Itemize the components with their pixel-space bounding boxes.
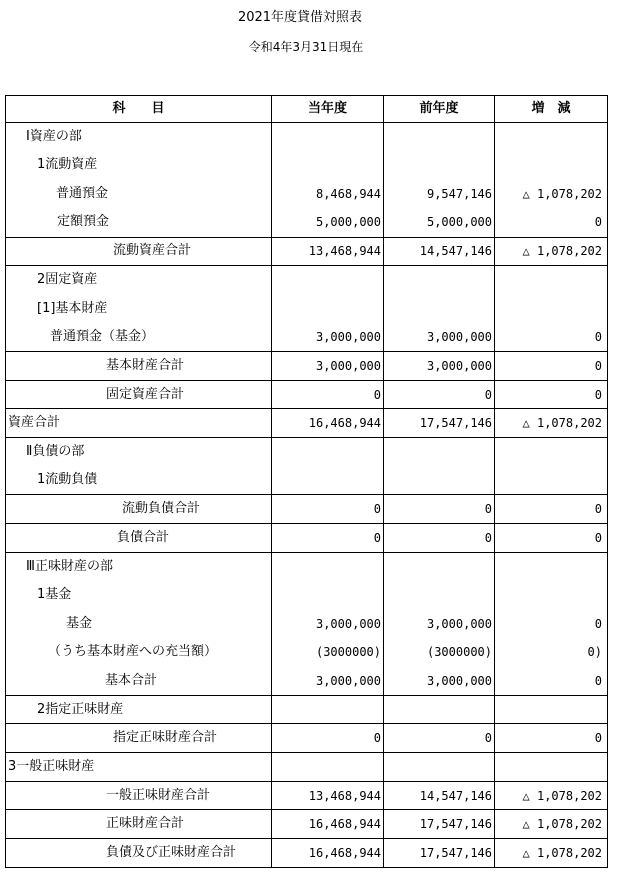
table-row	[6, 609, 608, 638]
change-amount: 0	[495, 380, 608, 409]
previous-year-amount: 0	[384, 724, 495, 753]
previous-year-amount: 0	[384, 495, 495, 524]
previous-year-amount	[384, 581, 495, 610]
current-year-amount: 16,468,944	[272, 839, 384, 868]
previous-year-amount	[384, 151, 495, 180]
current-year-amount	[272, 466, 384, 495]
document-title: 2021年度貸借対照表	[237, 10, 363, 25]
change-amount: △ 1,078,202	[495, 237, 608, 266]
current-year-amount: 13,468,944	[272, 237, 384, 266]
table-row	[6, 810, 608, 839]
current-year-amount: (3000000)	[272, 638, 384, 667]
table-row	[6, 839, 608, 868]
table-row	[6, 638, 608, 667]
change-amount: △ 1,078,202	[495, 781, 608, 810]
item-label: Ⅱ負債の部	[6, 438, 272, 467]
current-year-amount: 3,000,000	[272, 667, 384, 696]
current-year-amount: 0	[272, 495, 384, 524]
table-row	[6, 438, 608, 467]
header-item: 科 目	[6, 96, 272, 123]
current-year-amount	[272, 266, 384, 295]
table-row	[6, 724, 608, 753]
document-date: 令和4年3月31日現在	[248, 40, 364, 54]
table-row	[6, 466, 608, 495]
item-label: 定額預金	[6, 208, 272, 237]
change-amount	[495, 552, 608, 581]
item-label: Ⅲ正味財産の部	[6, 552, 272, 581]
header-previous-year: 前年度	[384, 96, 495, 123]
item-label: 一般正味財産合計	[6, 781, 272, 810]
previous-year-amount	[384, 123, 495, 152]
header-current-year: 当年度	[272, 96, 384, 123]
item-label: 負債合計	[6, 523, 272, 552]
change-amount: 0	[495, 208, 608, 237]
change-amount: 0	[495, 323, 608, 352]
change-amount	[495, 294, 608, 323]
item-label: 負債及び正味財産合計	[6, 839, 272, 868]
change-amount: 0	[495, 352, 608, 381]
change-amount: △ 1,078,202	[495, 810, 608, 839]
header-change: 増 減	[495, 96, 608, 123]
balance-sheet-table	[5, 95, 608, 868]
current-year-amount: 3,000,000	[272, 323, 384, 352]
table-row	[6, 180, 608, 209]
current-year-amount: 8,468,944	[272, 180, 384, 209]
previous-year-amount: 3,000,000	[384, 323, 495, 352]
previous-year-amount: 17,547,146	[384, 839, 495, 868]
current-year-amount: 13,468,944	[272, 781, 384, 810]
previous-year-amount	[384, 438, 495, 467]
previous-year-amount: 3,000,000	[384, 609, 495, 638]
current-year-amount	[272, 123, 384, 152]
current-year-amount: 0	[272, 724, 384, 753]
item-label: （うち基本財産への充当額）	[6, 638, 272, 667]
change-amount: △ 1,078,202	[495, 409, 608, 438]
item-label: 3一般正味財産	[6, 753, 272, 782]
current-year-amount: 0	[272, 523, 384, 552]
change-amount	[495, 466, 608, 495]
current-year-amount	[272, 438, 384, 467]
current-year-amount: 0	[272, 380, 384, 409]
current-year-amount	[272, 753, 384, 782]
item-label: 流動負債合計	[6, 495, 272, 524]
table-row	[6, 495, 608, 524]
change-amount	[495, 151, 608, 180]
previous-year-amount: 3,000,000	[384, 667, 495, 696]
previous-year-amount	[384, 695, 495, 724]
table-row	[6, 294, 608, 323]
table-row	[6, 380, 608, 409]
header-row	[6, 96, 608, 123]
current-year-amount: 3,000,000	[272, 352, 384, 381]
previous-year-amount: 3,000,000	[384, 352, 495, 381]
change-amount: △ 1,078,202	[495, 839, 608, 868]
previous-year-amount: (3000000)	[384, 638, 495, 667]
item-label: 指定正味財産合計	[6, 724, 272, 753]
change-amount	[495, 753, 608, 782]
table-row	[6, 151, 608, 180]
table-row	[6, 323, 608, 352]
item-label: 1流動負債	[6, 466, 272, 495]
table-row	[6, 409, 608, 438]
previous-year-amount: 14,547,146	[384, 237, 495, 266]
current-year-amount: 5,000,000	[272, 208, 384, 237]
item-label: 1基金	[6, 581, 272, 610]
change-amount: 0	[495, 609, 608, 638]
item-label: 基本財産合計	[6, 352, 272, 381]
previous-year-amount	[384, 466, 495, 495]
item-label: 正味財産合計	[6, 810, 272, 839]
change-amount	[495, 438, 608, 467]
change-amount	[495, 123, 608, 152]
item-label: 基金	[6, 609, 272, 638]
item-label: 固定資産合計	[6, 380, 272, 409]
table-row	[6, 523, 608, 552]
table-row	[6, 237, 608, 266]
table-row	[6, 552, 608, 581]
previous-year-amount: 0	[384, 380, 495, 409]
current-year-amount: 16,468,944	[272, 409, 384, 438]
current-year-amount	[272, 552, 384, 581]
previous-year-amount: 5,000,000	[384, 208, 495, 237]
item-label: 2指定正味財産	[6, 695, 272, 724]
previous-year-amount	[384, 294, 495, 323]
change-amount: 0	[495, 667, 608, 696]
previous-year-amount: 14,547,146	[384, 781, 495, 810]
previous-year-amount: 9,547,146	[384, 180, 495, 209]
change-amount: 0	[495, 523, 608, 552]
table-row	[6, 781, 608, 810]
item-label: 2固定資産	[6, 266, 272, 295]
item-label: 基本合計	[6, 667, 272, 696]
current-year-amount	[272, 294, 384, 323]
table-row	[6, 208, 608, 237]
previous-year-amount: 17,547,146	[384, 409, 495, 438]
current-year-amount	[272, 695, 384, 724]
change-amount: △ 1,078,202	[495, 180, 608, 209]
current-year-amount	[272, 581, 384, 610]
item-label: 資産合計	[6, 409, 272, 438]
change-amount	[495, 695, 608, 724]
change-amount: 0	[495, 495, 608, 524]
current-year-amount: 3,000,000	[272, 609, 384, 638]
previous-year-amount	[384, 552, 495, 581]
previous-year-amount: 0	[384, 523, 495, 552]
item-label: [1]基本財産	[6, 294, 272, 323]
table-row	[6, 667, 608, 696]
table-row	[6, 581, 608, 610]
table-row	[6, 352, 608, 381]
item-label: 普通預金（基金）	[6, 323, 272, 352]
change-amount: 0	[495, 724, 608, 753]
item-label: 1流動資産	[6, 151, 272, 180]
previous-year-amount	[384, 266, 495, 295]
change-amount: 0)	[495, 638, 608, 667]
current-year-amount	[272, 151, 384, 180]
table-row	[6, 123, 608, 152]
table-row	[6, 695, 608, 724]
previous-year-amount	[384, 753, 495, 782]
change-amount	[495, 581, 608, 610]
table-row	[6, 753, 608, 782]
table-row	[6, 266, 608, 295]
current-year-amount: 16,468,944	[272, 810, 384, 839]
item-label: Ⅰ資産の部	[6, 123, 272, 152]
change-amount	[495, 266, 608, 295]
item-label: 普通預金	[6, 180, 272, 209]
previous-year-amount: 17,547,146	[384, 810, 495, 839]
item-label: 流動資産合計	[6, 237, 272, 266]
